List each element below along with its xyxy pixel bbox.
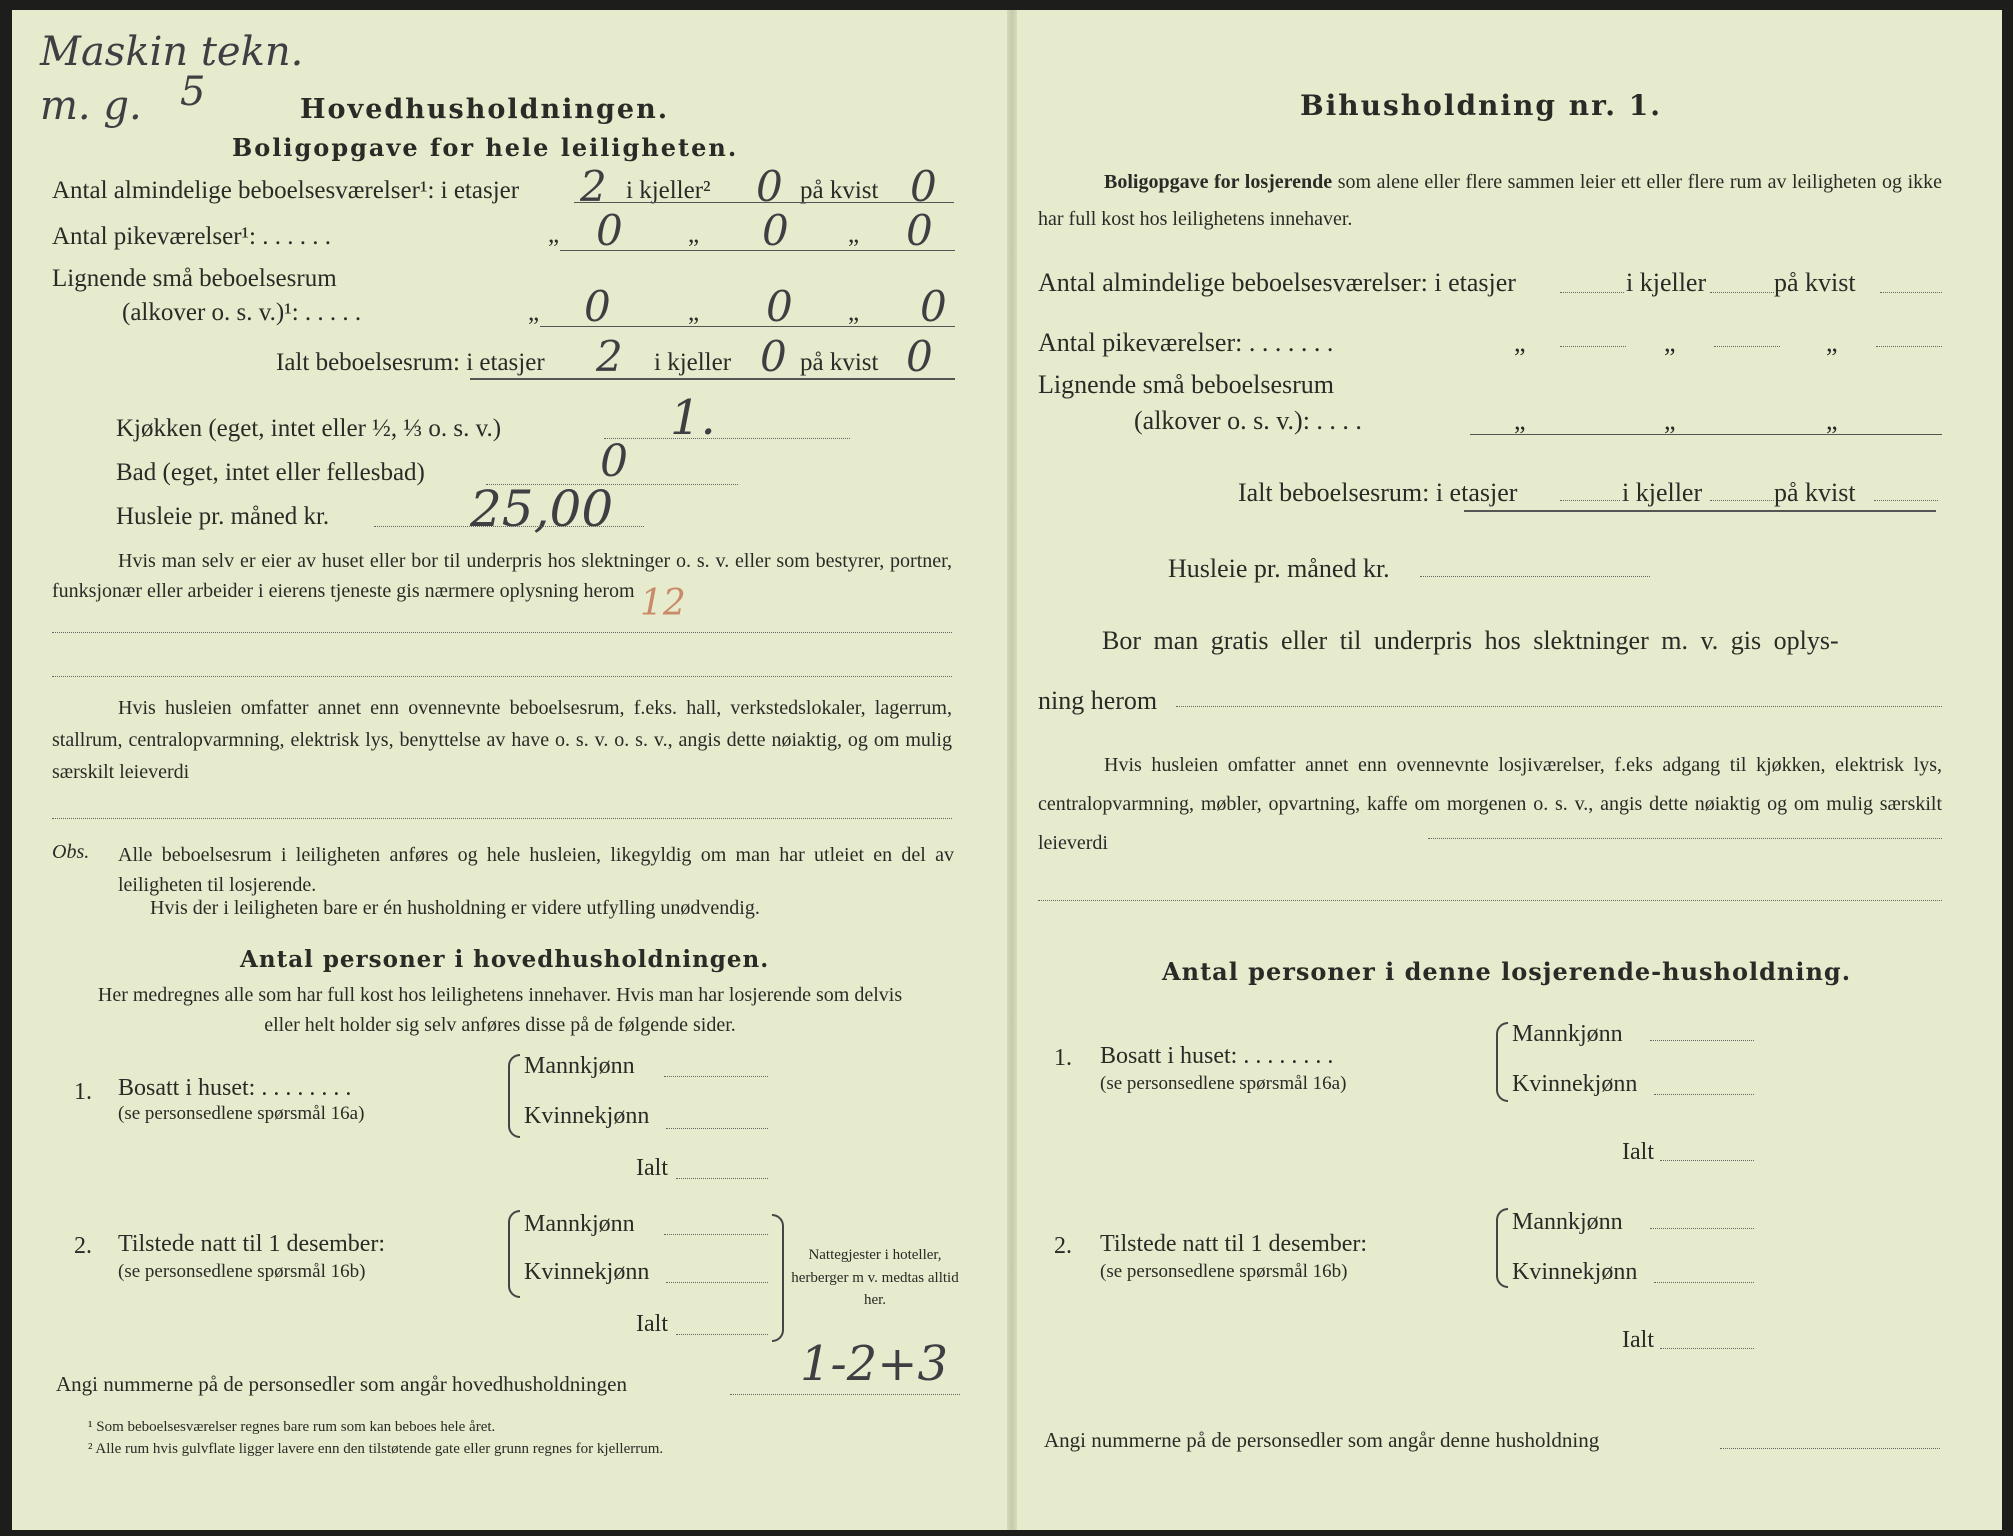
value-pike-kjeller[interactable]: 0 xyxy=(762,206,789,255)
value-alkove-kvist[interactable]: 0 xyxy=(920,282,947,331)
r-q2-label: Tilstede natt til 1 desember: xyxy=(1100,1231,1368,1257)
q2-sub: (se personsedlene spørsmål 16b) xyxy=(118,1261,366,1282)
value-ialt-kvist[interactable]: 0 xyxy=(906,332,933,381)
eier-answer-line-2 xyxy=(52,676,952,677)
nattegjester-note: Nattegjester i hoteller, herberger m v. medtas alltid her. xyxy=(791,1247,959,1308)
q2-ialt: Ialt xyxy=(636,1311,668,1337)
footnote-2: ² Alle rum hvis gulvflate ligger lavere enn den tilstøtende gate eller grunn regnes for kjellerrum. xyxy=(88,1441,664,1457)
row1-line xyxy=(574,202,954,203)
r-q1-label: Bosatt i huset: . . . . . . . . xyxy=(1100,1043,1334,1069)
ditto-mark: „ xyxy=(848,221,860,248)
ditto-mark: „ xyxy=(1826,328,1838,357)
r-q2-mann-line xyxy=(1650,1228,1754,1229)
left-title: Hovedhusholdningen. xyxy=(300,94,670,125)
r-row2-line-1 xyxy=(1560,346,1626,347)
r-gratis-line xyxy=(1176,706,1942,707)
q2-kvinne: Kvinnekjønn xyxy=(524,1259,650,1285)
ialt-kjeller-label: i kjeller xyxy=(654,349,732,376)
r-q1-ialt-line xyxy=(1660,1160,1754,1161)
r-q2-brace xyxy=(1496,1208,1508,1288)
q1-number: 1. xyxy=(74,1079,92,1105)
value-etasjer[interactable]: 2 xyxy=(580,162,607,211)
ialt-label: Ialt beboelsesrum: i etasjer xyxy=(276,349,545,376)
r-q2-sub: (se personsedlene spørsmål 16b) xyxy=(1100,1261,1348,1282)
r-gratis-b: ning herom xyxy=(1038,686,1158,715)
r-persons-title: Antal personer i denne losjerende-husholdning. xyxy=(1162,957,1852,986)
red-annotation: 12 xyxy=(640,583,686,624)
r-q2-kvinne-line xyxy=(1654,1282,1754,1283)
r-husleie-line xyxy=(1420,576,1650,577)
left-subtitle: Boligopgave for hele leiligheten. xyxy=(232,133,739,162)
r-row1-etasjer-line xyxy=(1560,292,1624,293)
r-gratis-a: Bor man gratis eller til underpris hos slektninger m. v. gis oplys- xyxy=(1102,626,1839,655)
row2-line xyxy=(560,250,955,251)
row2-label: Antal pikeværelser¹: . . . . . . xyxy=(52,223,331,250)
r-q2-ialt-line xyxy=(1660,1348,1754,1349)
q2-right-brace xyxy=(772,1214,784,1342)
q2-label: Tilstede natt til 1 desember: xyxy=(118,1231,386,1257)
right-intro xyxy=(1038,164,1942,238)
left-persons-title: Antal personer i hovedhusholdningen. xyxy=(240,946,770,973)
ditto-mark: „ xyxy=(1664,406,1676,435)
value-kjokken[interactable]: 1. xyxy=(670,390,716,446)
handwritten-annotation-num: 5 xyxy=(180,69,206,115)
kjokken-label: Kjøkken (eget, intet eller ½, ⅓ o. s. v.) xyxy=(116,415,502,442)
ialt-kvist-label: på kvist xyxy=(800,349,879,376)
r-angi-line xyxy=(1720,1448,1940,1449)
q1-label: Bosatt i huset: . . . . . . . . xyxy=(118,1075,352,1101)
q2-mann-line xyxy=(664,1234,768,1235)
r-q1-mann-line xyxy=(1650,1040,1754,1041)
r-row3-label-b: (alkover o. s. v.): . . . . xyxy=(1134,406,1362,435)
q2-kvinne-line xyxy=(666,1282,768,1283)
obs-label: Obs. xyxy=(52,841,90,863)
ditto-mark: „ xyxy=(688,299,700,326)
r-husleie-label: Husleie pr. måned kr. xyxy=(1168,554,1390,583)
husleie-line xyxy=(374,526,644,527)
left-angi-label: Angi nummerne på de personsedler som angår hovedhusholdningen xyxy=(56,1372,627,1396)
q2-number: 2. xyxy=(74,1233,92,1259)
left-para-husleie: Hvis husleien omfatter annet enn ovennevnte beboelsesrum, f.eks. hall, verkstedslokaler, lagerrum, stallrum, centralopvarmning, elektrisk lys, benyttelse av have o. s. v. o. s. v., angis dette nøiaktig, og om mulig særskilt leieverdi xyxy=(52,697,952,783)
r-row1-kvist-line xyxy=(1880,292,1942,293)
eier-answer-line-1 xyxy=(52,632,952,633)
husleie-label: Husleie pr. måned kr. xyxy=(116,503,330,530)
ialt-line xyxy=(470,378,955,380)
page-fold xyxy=(1007,10,1017,1530)
value-pike-kvist[interactable]: 0 xyxy=(906,206,933,255)
value-kvist[interactable]: 0 xyxy=(910,162,937,211)
row3-line xyxy=(540,326,955,327)
r-row1-kjeller-line xyxy=(1710,292,1774,293)
r-row2-line-2 xyxy=(1714,346,1780,347)
ditto-mark: „ xyxy=(1664,328,1676,357)
ditto-mark: „ xyxy=(1826,406,1838,435)
r-ialt-kvist-line xyxy=(1874,500,1938,501)
handwritten-annotation-top: Maskin tekn. xyxy=(40,29,304,75)
q2-mann: Mannkjønn xyxy=(524,1211,635,1237)
value-ialt-etasjer[interactable]: 2 xyxy=(596,332,623,381)
ditto-mark: „ xyxy=(688,221,700,248)
r-q1-kvinne: Kvinnekjønn xyxy=(1512,1071,1638,1097)
ditto-mark: „ xyxy=(848,299,860,326)
bad-label: Bad (eget, intet eller fellesbad) xyxy=(116,459,425,486)
value-alkove-etasjer[interactable]: 0 xyxy=(584,282,611,331)
r-q1-sub: (se personsedlene spørsmål 16a) xyxy=(1100,1073,1347,1094)
footnote-1: ¹ Som beboelsesværelser regnes bare rum som kan beboes hele året. xyxy=(88,1419,496,1435)
row3-label-b: (alkover o. s. v.)¹: . . . . . xyxy=(122,299,362,326)
right-title: Bihusholdning nr. 1. xyxy=(1300,89,1662,122)
row1-kjeller-label: i kjeller² xyxy=(626,177,711,204)
r-ialt-underline xyxy=(1464,510,1936,512)
r-ialt-etasjer-line xyxy=(1560,500,1620,501)
value-kjeller[interactable]: 0 xyxy=(756,162,783,211)
r-para: Hvis husleien omfatter annet enn ovennevnte losjiværelser, f.eks adgang til kjøkken, elektrisk lys, centralopvarmning, møbler, opvartning, kaffe om morgenen o. s. v., angis dette nøiaktig og om mulig særskilt leieverdi xyxy=(1038,754,1942,854)
r-row1-kjeller-label: i kjeller xyxy=(1626,268,1707,297)
r-row3-line xyxy=(1470,434,1942,435)
left-para-eier: Hvis man selv er eier av huset eller bor til underpris hos slektninger o. s. v. eller som bestyrer, portner, funksjonær eller arbeider i eierens tjeneste gis nærmere oplysning herom xyxy=(52,550,952,602)
q1-sub: (se personsedlene spørsmål 16a) xyxy=(118,1103,365,1124)
row1-label: Antal almindelige beboelsesværelser¹: i etasjer xyxy=(52,177,520,204)
handwritten-annotation-mg: m. g. xyxy=(40,83,142,129)
r-q1-ialt: Ialt xyxy=(1622,1139,1654,1165)
kjokken-line xyxy=(604,438,850,439)
q1-mann: Mannkjønn xyxy=(524,1053,635,1079)
r-ialt-label: Ialt beboelsesrum: i etasjer xyxy=(1238,478,1518,507)
r-ialt-kjeller-line xyxy=(1710,500,1774,501)
value-bad[interactable]: 0 xyxy=(600,436,628,487)
r-row2-line-3 xyxy=(1876,346,1942,347)
left-persons-para: Her medregnes alle som har full kost hos leilighetens innehaver. Hvis man har losjerende som delvis eller helt holder sig selv anføres disse på de følgende sider. xyxy=(97,984,903,1036)
value-ialt-kjeller[interactable]: 0 xyxy=(760,332,787,381)
r-row1-kvist-label: på kvist xyxy=(1774,268,1856,297)
ditto-mark: „ xyxy=(1514,328,1526,357)
r-row2-label: Antal pikeværelser: . . . . . . . xyxy=(1038,328,1334,357)
obs-text-2: Hvis der i leiligheten bare er én husholdning er videre utfylling unødvendig. xyxy=(150,897,760,919)
r-q1-brace xyxy=(1496,1022,1508,1102)
q1-ialt: Ialt xyxy=(636,1155,668,1181)
r-q1-mann: Mannkjønn xyxy=(1512,1021,1623,1047)
q1-kvinne-line xyxy=(666,1128,768,1129)
q2-ialt-line xyxy=(676,1334,768,1335)
r-para-answer-line xyxy=(1038,900,1942,901)
right-intro-bold: Boligopgave for losjerende xyxy=(1104,171,1333,193)
r-angi-label: Angi nummerne på de personsedler som angår denne husholdning xyxy=(1044,1428,1600,1452)
row1-kvist-label: på kvist xyxy=(800,177,879,204)
ditto-mark: „ xyxy=(1514,406,1526,435)
husleie-answer-line xyxy=(52,818,952,819)
q1-brace xyxy=(508,1054,520,1138)
r-ialt-kjeller-label: i kjeller xyxy=(1622,478,1703,507)
r-row1-label: Antal almindelige beboelsesværelser: i etasjer xyxy=(1038,268,1516,297)
value-husleie[interactable]: 25,00 xyxy=(470,480,614,538)
row3-label-a: Lignende små beboelsesrum xyxy=(52,265,337,292)
r-para-line xyxy=(1428,838,1942,839)
r-q2-number: 2. xyxy=(1054,1233,1072,1259)
ditto-mark: „ xyxy=(528,299,540,326)
r-ialt-kvist-label: på kvist xyxy=(1774,478,1856,507)
r-q1-number: 1. xyxy=(1054,1045,1072,1071)
value-alkove-kjeller[interactable]: 0 xyxy=(766,282,793,331)
r-row3-label-a: Lignende små beboelsesrum xyxy=(1038,370,1335,399)
r-q2-ialt: Ialt xyxy=(1622,1327,1654,1353)
r-q1-kvinne-line xyxy=(1654,1094,1754,1095)
q1-mann-line xyxy=(664,1076,768,1077)
value-pike-etasjer[interactable]: 0 xyxy=(596,206,623,255)
r-q2-kvinne: Kvinnekjønn xyxy=(1512,1259,1638,1285)
ditto-mark: „ xyxy=(548,221,560,248)
obs-text: Alle beboelsesrum i leiligheten anføres og hele husleien, likegyldig om man har utleiet en del av leiligheten til losjerende. xyxy=(118,844,954,896)
value-angi[interactable]: 1-2+3 xyxy=(800,1336,949,1392)
q1-ialt-line xyxy=(676,1178,768,1179)
left-angi-line xyxy=(730,1394,960,1395)
r-q2-mann: Mannkjønn xyxy=(1512,1209,1623,1235)
q2-brace xyxy=(508,1210,520,1298)
q1-kvinne: Kvinnekjønn xyxy=(524,1103,650,1129)
right-intro-text: som alene eller flere sammen leier ett eller flere rum av leiligheten og ikke har full kost hos leilighetens innehaver. xyxy=(1038,171,1943,230)
